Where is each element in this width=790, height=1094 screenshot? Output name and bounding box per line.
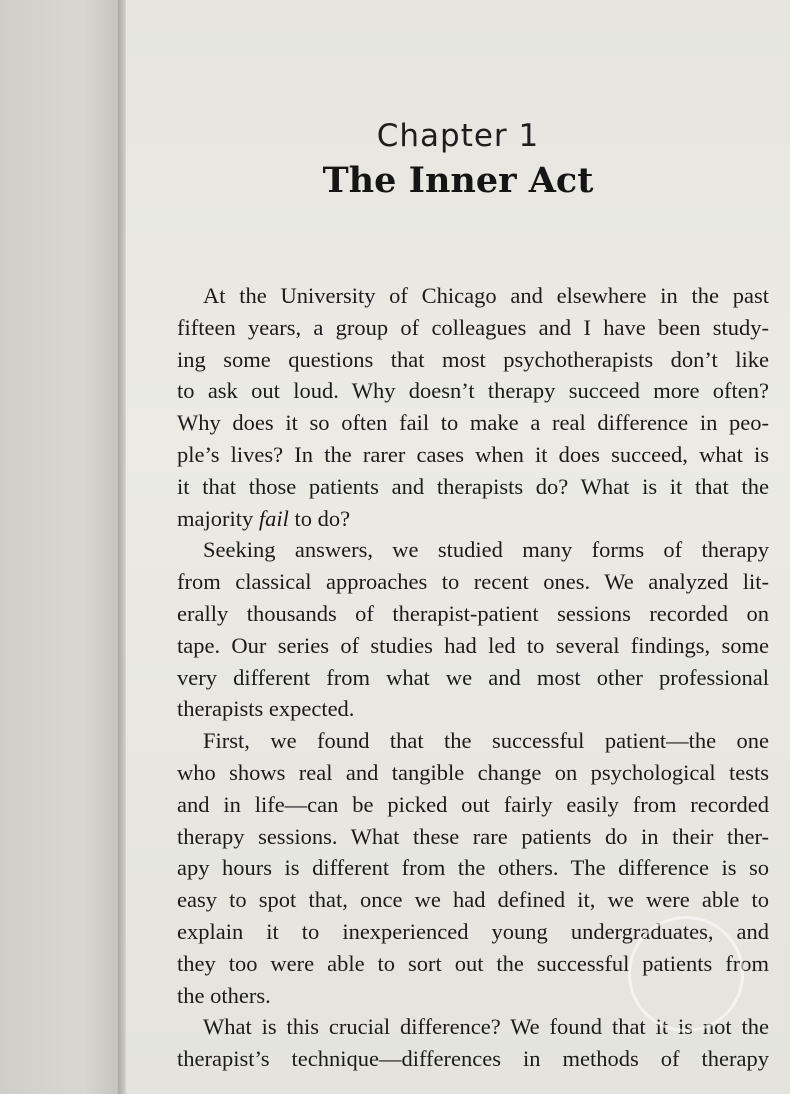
text-line: fifteen years, a group of colleagues and I have been study- bbox=[177, 314, 769, 340]
text-line: At the University of Chicago and elsewhere in the past bbox=[203, 283, 769, 308]
text-line: easy to spot that, once we had defined it, we were able to bbox=[177, 887, 769, 913]
chapter-number: Chapter 1 bbox=[376, 118, 540, 154]
text-line: and in life—can be picked out fairly easily from recorded bbox=[177, 791, 769, 817]
text-line: ple’s lives? In the rarer cases when it does succeed, what is bbox=[177, 441, 769, 467]
text-line: therapists expected. bbox=[177, 696, 355, 722]
chapter-body-text bbox=[177, 280, 769, 1075]
text-line: tape. Our series of studies had led to several findings, some bbox=[177, 632, 769, 658]
text-line: they too were able to sort out the successful patients from bbox=[177, 950, 769, 976]
text-line: First, we found that the successful patient—the one bbox=[203, 728, 769, 754]
text-line: the others. bbox=[177, 982, 271, 1008]
chapter-title: The Inner Act bbox=[322, 160, 594, 201]
text-line: very different from what we and most other professional bbox=[177, 664, 769, 690]
text-line: who shows real and tangible change on psychological tests bbox=[177, 759, 769, 785]
text-line: majority fail to do? bbox=[177, 505, 351, 531]
text-line: from classical approaches to recent ones. We analyzed lit- bbox=[177, 569, 769, 595]
text-line: ing some questions that most psychotherapists don’t like bbox=[177, 346, 769, 372]
text-line: it that those patients and therapists do? What is it that the bbox=[177, 473, 769, 499]
text-line: Seeking answers, we studied many forms of therapy bbox=[203, 537, 769, 563]
text-line: Why does it so often fail to make a real difference in peo- bbox=[177, 410, 769, 436]
text-line: to ask out loud. Why doesn’t therapy succeed more often? bbox=[177, 378, 769, 404]
text-line: explain it to inexperienced young undergraduates, and bbox=[177, 918, 769, 944]
text-line: therapy sessions. What these rare patients do in their ther- bbox=[177, 823, 769, 849]
text-line: apy hours is different from the others. The difference is so bbox=[177, 855, 769, 881]
text-line: erally thousands of therapist-patient sessions recorded on bbox=[177, 600, 769, 626]
left-page bbox=[0, 0, 120, 1094]
text-line: What is this crucial difference? We found that it is not the bbox=[203, 1014, 769, 1040]
text-line: therapist’s technique—differences in methods of therapy bbox=[177, 1046, 769, 1072]
